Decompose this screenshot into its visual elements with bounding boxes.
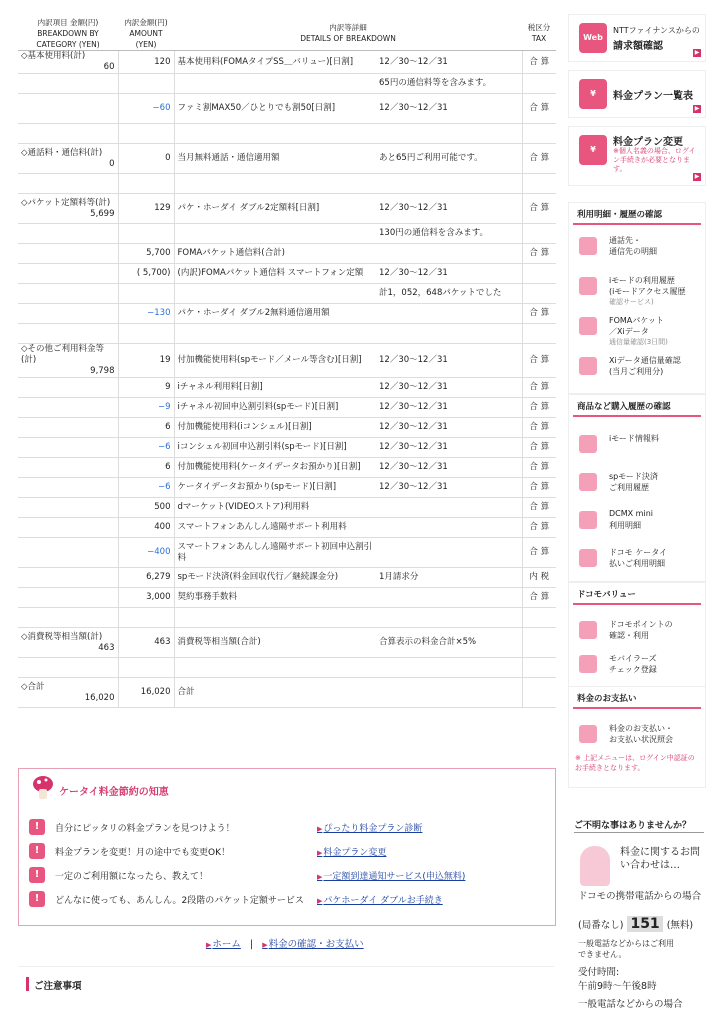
exclamation-icon: ! <box>29 843 45 859</box>
detail-cell: ケータイデータお預かり(spモード)[日割] <box>174 478 376 498</box>
table-row <box>18 94 556 124</box>
link-label-2: ご利用履歴 <box>609 483 649 492</box>
category-cell <box>18 324 118 344</box>
table-row <box>18 194 556 224</box>
link-label-2: ／Xiデータ <box>609 327 649 336</box>
detail-cell: iチャネル初回申込割引料(spモード)[日割] <box>174 398 376 418</box>
amount-cell: 400 <box>118 518 174 538</box>
billing-check-label: 請求額確認 <box>613 41 663 52</box>
category-label: ◇消費税等相当額(計) <box>21 631 103 642</box>
period-cell: 12／30～12／31 <box>376 264 522 284</box>
category-cell <box>18 124 118 144</box>
table-row <box>18 224 556 244</box>
period-cell: 12／30～12／31 <box>376 438 522 458</box>
col-amount: 内訳金額(円) AMOUNT (YEN) <box>118 16 174 51</box>
category-cell <box>18 608 118 628</box>
table-row <box>18 678 556 708</box>
sidebar-link[interactable] <box>579 353 699 383</box>
usage-section <box>568 202 706 394</box>
period-cell: 12／30～12／31 <box>376 194 522 224</box>
category-label: ◇通話料・通信料(計) <box>21 147 103 158</box>
category-cell <box>18 51 118 74</box>
amount-cell: −60 <box>118 94 174 124</box>
detail-cell <box>174 324 376 344</box>
table-row <box>18 498 556 518</box>
category-label: ◇パケット定額料等(計) <box>21 197 111 208</box>
category-amount: 60 <box>103 62 115 72</box>
amount-cell: 16,020 <box>118 678 174 708</box>
tax-cell: 合 算 <box>522 518 556 538</box>
tax-cell: 合 算 <box>522 94 556 124</box>
tax-cell <box>522 124 556 144</box>
menu-icon <box>579 511 597 529</box>
phone-number: 151 <box>627 916 662 932</box>
category-cell <box>18 174 118 194</box>
operator-icon <box>580 846 610 886</box>
breakdown-table <box>18 16 556 708</box>
detail-cell: spモード決済(料金回収代行／継続課金分) <box>174 568 376 588</box>
period-cell <box>376 658 522 678</box>
category-cell <box>18 304 118 324</box>
notice-title: ご注意事項 <box>34 981 82 992</box>
amount-cell: 463 <box>118 628 174 658</box>
detail-cell: ファミ割MAX50／ひとりでも割50[日割] <box>174 94 376 124</box>
plan-change-note: ※個人名義の場合、ログイン手続きが必要となります。 <box>613 147 696 173</box>
menu-icon <box>579 549 597 567</box>
period-cell: 12／30～12／31 <box>376 378 522 398</box>
tax-cell: 合 算 <box>522 438 556 458</box>
category-cell <box>18 538 118 568</box>
period-cell: あと65円ご利用可能です。 <box>376 144 522 174</box>
category-amount: 5,699 <box>90 208 115 219</box>
amount-cell: 5,700 <box>118 244 174 264</box>
category-cell <box>18 418 118 438</box>
tax-cell: 合 算 <box>522 498 556 518</box>
table-row <box>18 124 556 144</box>
amount-cell <box>118 284 174 304</box>
tax-cell: 合 算 <box>522 418 556 438</box>
link-label: spモード決済 <box>609 472 658 481</box>
menu-icon <box>579 473 597 491</box>
footer-separator: | <box>249 939 254 950</box>
category-cell <box>18 144 118 174</box>
sidebar-link[interactable] <box>579 469 699 499</box>
link-label: Xiデータ通信量確認 <box>609 356 681 365</box>
tax-cell <box>522 224 556 244</box>
link-label-2: チェック登録 <box>609 665 657 674</box>
period-cell: 計1，052，648パケットでした <box>376 284 522 304</box>
tax-cell <box>522 658 556 678</box>
table-row <box>18 518 556 538</box>
amount-cell: 120 <box>118 51 174 74</box>
period-cell <box>376 518 522 538</box>
table-row <box>18 478 556 498</box>
tax-cell: 合 算 <box>522 538 556 568</box>
yen-phone-icon: ¥ <box>579 79 607 109</box>
amount-cell <box>118 174 174 194</box>
exclamation-icon: ! <box>29 891 45 907</box>
col-details: 内訳等詳細 DETAILS OF BREAKDOWN <box>174 16 522 51</box>
detail-cell <box>174 224 376 244</box>
arrow-icon: ▶ <box>694 49 700 56</box>
sidebar-link[interactable] <box>579 545 699 575</box>
category-cell <box>18 658 118 678</box>
menu-icon <box>579 317 597 335</box>
table-header <box>18 16 556 51</box>
yen-doc-icon: ¥ <box>579 135 607 165</box>
category-label: ◇その他ご利用料金等(計) <box>21 344 105 365</box>
tip-text: 一定のご利用額になったら、教えて！ <box>55 872 209 882</box>
tips-title: ケータイ料金節約の知恵 <box>59 787 169 798</box>
billing-check-sub: NTTファイナンスからの <box>613 26 700 35</box>
tax-cell <box>522 608 556 628</box>
plan-list-link[interactable] <box>568 70 706 118</box>
table-row <box>18 264 556 284</box>
link-label-2: お支払い状況照会 <box>609 735 673 744</box>
menu-icon <box>579 655 597 673</box>
menu-icon <box>579 277 597 295</box>
sidebar-link[interactable] <box>579 507 699 537</box>
table-row <box>18 568 556 588</box>
tip-text: どんなに使っても、あんしん。2段階のパケット定額サービス <box>55 896 304 906</box>
tax-cell: 合 算 <box>522 398 556 418</box>
link-label-3: 確認サービス) <box>609 298 654 306</box>
period-cell: 12／30～12／31 <box>376 94 522 124</box>
period-cell <box>376 324 522 344</box>
detail-cell <box>174 658 376 678</box>
link-label-2: (当月ご利用分) <box>609 367 664 376</box>
detail-cell <box>174 174 376 194</box>
category-cell <box>18 628 118 658</box>
link-label: 通話先・ <box>609 236 641 245</box>
detail-cell: パケ・ホーダイ ダブル2定額料[日割] <box>174 194 376 224</box>
help-title: ご不明な事はありませんか？ <box>574 821 692 831</box>
tip-row <box>29 891 549 909</box>
table-row <box>18 658 556 678</box>
amount-cell: 6 <box>118 418 174 438</box>
category-cell <box>18 588 118 608</box>
detail-cell <box>174 74 376 94</box>
detail-cell: 契約事務手数料 <box>174 588 376 608</box>
period-cell <box>376 244 522 264</box>
period-cell: 130円の通信料を含みます。 <box>376 224 522 244</box>
billing-link[interactable]: ▶ 料金の確認・お支払い <box>262 939 363 950</box>
category-cell <box>18 378 118 398</box>
link-label-3: 通信量確認(3日間) <box>609 338 668 346</box>
amount-cell: 6,279 <box>118 568 174 588</box>
category-label: ◇合計 <box>21 681 45 692</box>
saving-tips-box <box>18 768 556 926</box>
amount-cell: 6 <box>118 458 174 478</box>
tax-cell: 合 算 <box>522 458 556 478</box>
period-cell: 12／30～12／31 <box>376 458 522 478</box>
hours: 午前9時～午後8時 <box>578 981 657 992</box>
pay-note: ※ 上記メニューは、ログイン中認証のお手続きとなります。 <box>575 754 695 772</box>
category-amount: 9,798 <box>90 366 115 376</box>
period-cell <box>376 588 522 608</box>
tax-cell: 合 算 <box>522 378 556 398</box>
table-row <box>18 74 556 94</box>
link-label-2: (iモードアクセス履歴 <box>609 287 686 296</box>
purchase-title: 商品など購入履歴の確認 <box>573 399 701 417</box>
tax-cell <box>522 264 556 284</box>
link-label: 料金のお支払い・ <box>609 724 673 733</box>
tax-cell: 合 算 <box>522 51 556 74</box>
period-cell <box>376 174 522 194</box>
table-row <box>18 538 556 568</box>
table-row <box>18 418 556 438</box>
detail-cell: 付加機能使用料(spモード／メール等含む)[日割] <box>174 344 376 378</box>
table-row <box>18 628 556 658</box>
tax-cell: 内 税 <box>522 568 556 588</box>
amount-cell: 129 <box>118 194 174 224</box>
link-label: iモード情報料 <box>609 434 659 443</box>
detail-cell: 付加機能使用料(ケータイデータお預かり)[日割] <box>174 458 376 478</box>
amount-cell <box>118 124 174 144</box>
period-cell <box>376 538 522 568</box>
detail-cell: 消費税等相当額(合計) <box>174 628 376 658</box>
sidebar-link[interactable] <box>579 431 699 461</box>
period-cell <box>376 304 522 324</box>
detail-cell: iコンシェル初回申込割引料(spモード)[日割] <box>174 438 376 458</box>
link-label: モバイラーズ <box>609 654 657 663</box>
category-cell <box>18 344 118 378</box>
detail-cell: 付加機能使用料(iコンシェル)[日割] <box>174 418 376 438</box>
free-label: (無料) <box>666 920 694 931</box>
help-section <box>568 800 704 1016</box>
tax-cell: 合 算 <box>522 144 556 174</box>
link-label-2: 利用明細 <box>609 521 641 530</box>
period-cell: 12／30～12／31 <box>376 344 522 378</box>
exclamation-icon: ! <box>29 819 45 835</box>
tip-row <box>29 843 549 861</box>
table-row <box>18 588 556 608</box>
tip-row <box>29 819 549 837</box>
detail-cell: 当月無料通話・通信適用額 <box>174 144 376 174</box>
sidebar-link[interactable] <box>579 273 699 306</box>
web-billing-icon: Web <box>579 23 607 53</box>
notice-section <box>18 966 554 1005</box>
docomo-value-section <box>568 582 706 694</box>
amount-cell: 0 <box>118 144 174 174</box>
usage-title: 利用明細・履歴の確認 <box>573 207 701 225</box>
amount-cell: 9 <box>118 378 174 398</box>
category-cell <box>18 568 118 588</box>
link-label: iモードの利用履歴 <box>609 276 675 285</box>
category-cell <box>18 74 118 94</box>
period-cell: 12／30～12／31 <box>376 51 522 74</box>
sidebar-link[interactable] <box>579 313 699 346</box>
tax-cell: 合 算 <box>522 344 556 378</box>
detail-cell: スマートフォンあんしん遠隔サポート利用料 <box>174 518 376 538</box>
category-cell <box>18 518 118 538</box>
sidebar-link[interactable] <box>579 651 699 681</box>
detail-cell: 基本使用料(FOMAタイプSS＿バリュー)[日割] <box>174 51 376 74</box>
table-row <box>18 378 556 398</box>
tax-cell <box>522 174 556 194</box>
detail-cell: dマーケット(VIDEOストア)利用料 <box>174 498 376 518</box>
period-cell <box>376 498 522 518</box>
detail-cell: FOMAパケット通信料(合計) <box>174 244 376 264</box>
amount-cell: 3,000 <box>118 588 174 608</box>
tip-link[interactable]: ▶ 料金プラン変更 <box>317 845 386 858</box>
arrow-icon: ▶ <box>694 173 700 180</box>
menu-icon <box>579 357 597 375</box>
category-cell <box>18 678 118 708</box>
table-row <box>18 458 556 478</box>
mushroom-icon <box>33 775 53 801</box>
arrow-icon: ▶ <box>694 105 700 112</box>
detail-cell <box>174 608 376 628</box>
amount-cell <box>118 324 174 344</box>
amount-cell: −130 <box>118 304 174 324</box>
table-row <box>18 344 556 378</box>
table-row <box>18 174 556 194</box>
tax-cell <box>522 74 556 94</box>
tip-link[interactable]: ▶ ぴったり料金プラン診断 <box>317 821 422 834</box>
help-ask: 料金に関するお問い合わせは… <box>620 847 700 871</box>
from-docomo: ドコモの携帯電話からの場合 <box>578 891 702 902</box>
detail-cell: スマートフォンあんしん遠隔サポート初回申込割引料 <box>174 538 376 568</box>
bill-breakdown <box>18 16 556 708</box>
category-label: ◇基本使用料(計) <box>21 51 86 61</box>
period-cell: 12／30～12／31 <box>376 398 522 418</box>
tax-cell <box>522 628 556 658</box>
tip-text: 自分にピッタリの料金プランを見つけよう！ <box>55 824 235 834</box>
general-phone: 一般電話などからの場合 <box>578 999 683 1010</box>
tip-text: 料金プランを変更！月の途中でも変更OK！ <box>55 848 230 858</box>
tax-cell: 合 算 <box>522 244 556 264</box>
value-title: ドコモバリュー <box>573 587 701 605</box>
amount-cell: ( 5,700) <box>118 264 174 284</box>
sidebar-link[interactable] <box>579 721 699 751</box>
period-cell: 12／30～12／31 <box>376 418 522 438</box>
category-cell <box>18 264 118 284</box>
hours-label: 受付時間: <box>578 967 620 978</box>
table-row <box>18 398 556 418</box>
category-cell <box>18 458 118 478</box>
tip-link[interactable]: ▶ パケホーダイ ダブルお手続き <box>317 893 443 906</box>
tax-cell: 合 算 <box>522 194 556 224</box>
menu-icon <box>579 621 597 639</box>
period-cell <box>376 678 522 708</box>
category-amount: 0 <box>109 158 115 169</box>
amount-cell <box>118 658 174 678</box>
table-row <box>18 608 556 628</box>
period-cell: 65円の通信料等を含みます。 <box>376 74 522 94</box>
detail-cell: 合計 <box>174 678 376 708</box>
category-cell <box>18 194 118 224</box>
payment-section <box>568 686 706 788</box>
tax-cell <box>522 678 556 708</box>
period-cell: 1月請求分 <box>376 568 522 588</box>
amount-cell: −6 <box>118 478 174 498</box>
plan-change-label: 料金プラン変更 <box>613 137 683 148</box>
link-label-2: 確認・利用 <box>609 631 649 640</box>
help-note: 一般電話などからはご利用できません。 <box>578 939 674 959</box>
notice-bar <box>26 977 29 991</box>
col-category: 内訳項目 金額(円) BREAKDOWN BY CATEGORY (YEN) <box>18 16 118 51</box>
link-label-2: 払いご利用明細 <box>609 559 665 568</box>
table-row <box>18 284 556 304</box>
pay-title: 料金のお支払い <box>573 691 701 709</box>
sidebar-link[interactable] <box>579 617 699 647</box>
category-cell <box>18 398 118 418</box>
detail-cell <box>174 124 376 144</box>
detail-cell: パケ・ホーダイ ダブル2無料通信適用額 <box>174 304 376 324</box>
no-area-code: (局番なし) <box>578 920 624 931</box>
category-cell <box>18 224 118 244</box>
link-label: ドコモポイントの <box>609 620 673 629</box>
period-cell <box>376 124 522 144</box>
amount-cell <box>118 608 174 628</box>
plan-change-link[interactable] <box>568 126 706 186</box>
detail-cell: (内訳)FOMAパケット通信料 スマートフォン定額 <box>174 264 376 284</box>
table-row <box>18 304 556 324</box>
table-row <box>18 324 556 344</box>
footer-nav <box>206 936 364 950</box>
tip-link[interactable]: ▶ 一定額到達通知サービス(申込無料) <box>317 869 465 882</box>
category-cell <box>18 498 118 518</box>
detail-cell: iチャネル利用料[日割] <box>174 378 376 398</box>
link-label: FOMAパケット <box>609 316 664 325</box>
category-cell <box>18 244 118 264</box>
table-row <box>18 438 556 458</box>
home-link[interactable]: ▶ ホーム <box>206 939 241 950</box>
menu-icon <box>579 725 597 743</box>
amount-cell <box>118 74 174 94</box>
amount-cell: −400 <box>118 538 174 568</box>
sidebar-link[interactable] <box>579 233 699 263</box>
col-tax: 税区分 TAX <box>522 16 556 51</box>
table-row <box>18 244 556 264</box>
link-label: DCMX mini <box>609 509 653 518</box>
period-cell: 12／30～12／31 <box>376 478 522 498</box>
plan-list-label: 料金プラン一覧表 <box>613 91 693 102</box>
table-row <box>18 144 556 174</box>
tax-cell <box>522 324 556 344</box>
amount-cell: 19 <box>118 344 174 378</box>
tax-cell: 合 算 <box>522 588 556 608</box>
purchase-section <box>568 394 706 582</box>
billing-check-link[interactable] <box>568 14 706 62</box>
menu-icon <box>579 435 597 453</box>
category-amount: 463 <box>98 642 115 653</box>
tax-cell <box>522 284 556 304</box>
amount-cell <box>118 224 174 244</box>
link-label-2: 通信先の明細 <box>609 247 657 256</box>
period-cell <box>376 608 522 628</box>
tip-row <box>29 867 549 885</box>
link-label: ドコモ ケータイ <box>609 548 668 557</box>
amount-cell: −9 <box>118 398 174 418</box>
category-amount: 16,020 <box>84 692 115 703</box>
period-cell: 合算表示の料金合計×5% <box>376 628 522 658</box>
category-cell <box>18 438 118 458</box>
table-row <box>18 51 556 74</box>
detail-cell <box>174 284 376 304</box>
category-cell <box>18 284 118 304</box>
amount-cell: −6 <box>118 438 174 458</box>
tax-cell: 合 算 <box>522 478 556 498</box>
tax-cell: 合 算 <box>522 304 556 324</box>
menu-icon <box>579 237 597 255</box>
exclamation-icon: ! <box>29 867 45 883</box>
category-cell <box>18 478 118 498</box>
amount-cell: 500 <box>118 498 174 518</box>
category-cell <box>18 94 118 124</box>
